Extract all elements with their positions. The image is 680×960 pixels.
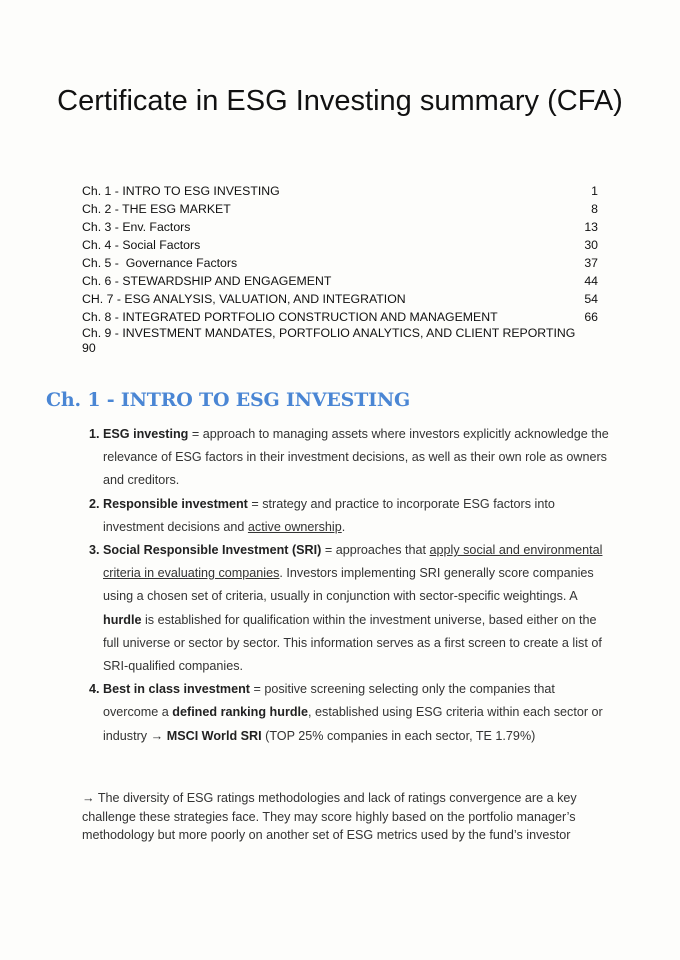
- definition-text: , established using ESG criteria within each sector or industry →: [103, 705, 603, 743]
- toc-entry-label: Ch. 2 - THE ESG MARKET: [82, 202, 231, 216]
- definition-text: = positive screening selecting only the companies that overcome a: [103, 682, 555, 720]
- toc-entry-page: 30: [584, 238, 598, 252]
- toc-entry-label: Ch. 1 - INTRO TO ESG INVESTING: [82, 184, 280, 198]
- toc-entry-page: 54: [584, 292, 598, 306]
- toc-entry-8[interactable]: [82, 308, 598, 326]
- toc-entry-7[interactable]: [82, 290, 598, 308]
- definition-list: [82, 423, 613, 748]
- toc-entry-label: CH. 7 - ESG ANALYSIS, VALUATION, AND INTEGRATION: [82, 292, 406, 306]
- underlined-phrase: active ownership: [247, 519, 342, 534]
- term: Responsible investment: [103, 496, 248, 511]
- list-item: [103, 423, 613, 493]
- toc-entry-page: 8: [591, 202, 598, 216]
- toc-entry-page: 66: [584, 310, 598, 324]
- definition-text: = approaches that: [321, 543, 430, 558]
- term: Social Responsible Investment (SRI): [103, 543, 322, 558]
- toc-entry-3[interactable]: [82, 218, 598, 236]
- toc-entry-4[interactable]: [82, 236, 598, 254]
- definition-text: (TOP 25% companies in each sector, TE 1.79%): [261, 728, 536, 743]
- toc-entry-5[interactable]: [82, 254, 598, 272]
- bold-term: hurdle: [103, 612, 142, 627]
- bold-term: MSCI World SRI: [166, 728, 262, 743]
- toc-entry-9[interactable]: [82, 326, 598, 356]
- toc-entry-1[interactable]: [82, 182, 598, 200]
- toc-entry-page: 90: [82, 341, 96, 355]
- toc-entry-page: 44: [584, 274, 598, 288]
- term: Best in class investment: [103, 682, 250, 697]
- bold-term: defined ranking hurdle: [172, 705, 309, 720]
- toc-entry-label: Ch. 5 - Governance Factors: [82, 256, 238, 270]
- toc-entry-label: Ch. 8 - INTEGRATED PORTFOLIO CONSTRUCTION AND MANAGEMENT: [82, 310, 498, 324]
- chapter-heading: Ch. 1 - INTRO TO ESG INVESTING: [46, 389, 411, 411]
- toc-entry-page: 13: [584, 220, 598, 234]
- table-of-contents: [82, 182, 598, 356]
- note-paragraph: → The diversity of ESG ratings methodologies and lack of ratings convergence are a key challenge these strategies face. They may score highly based on the portfolio manager’s methodology but more poorly on another set of ESG metrics used by the fund’s investor: [82, 791, 577, 843]
- underlined-phrase: apply social and environmental criteria in evaluating companies: [103, 543, 603, 581]
- toc-entry-page: 1: [591, 184, 598, 198]
- definition-text: . Investors implementing SRI generally score companies using a chosen set of criteria, usually in conjunction with sector-specific weightings. A: [103, 566, 594, 604]
- definition-text: .: [341, 519, 346, 534]
- definition-text: = approach to managing assets where investors explicitly acknowledge the relevance of ESG factors in their investment decisions, as well as their own role as owners and creditors.: [103, 427, 609, 488]
- list-item: [103, 539, 613, 678]
- toc-entry-label: Ch. 6 - STEWARDSHIP AND ENGAGEMENT: [82, 274, 332, 288]
- toc-entry-label: Ch. 4 - Social Factors: [82, 238, 201, 252]
- toc-entry-6[interactable]: [82, 272, 598, 290]
- document-title: Certificate in ESG Investing summary (CFA): [57, 85, 623, 117]
- toc-entry-2[interactable]: [82, 200, 598, 218]
- toc-entry-label: Ch. 9 - INVESTMENT MANDATES, PORTFOLIO ANALYTICS, AND CLIENT REPORTING: [82, 326, 576, 340]
- list-item: [103, 493, 613, 539]
- toc-entry-page: 37: [584, 256, 598, 270]
- definition-text: = strategy and practice to incorporate ESG factors into investment decisions and: [103, 496, 555, 534]
- list-item: [103, 678, 613, 748]
- toc-entry-label: Ch. 3 - Env. Factors: [82, 220, 191, 234]
- term: ESG investing: [103, 427, 189, 441]
- definition-text: is established for qualification within the investment universe, based either on the full universe or sector by sector. This information serves as a first screen to create a list of SRI-qualified companies.: [103, 612, 602, 674]
